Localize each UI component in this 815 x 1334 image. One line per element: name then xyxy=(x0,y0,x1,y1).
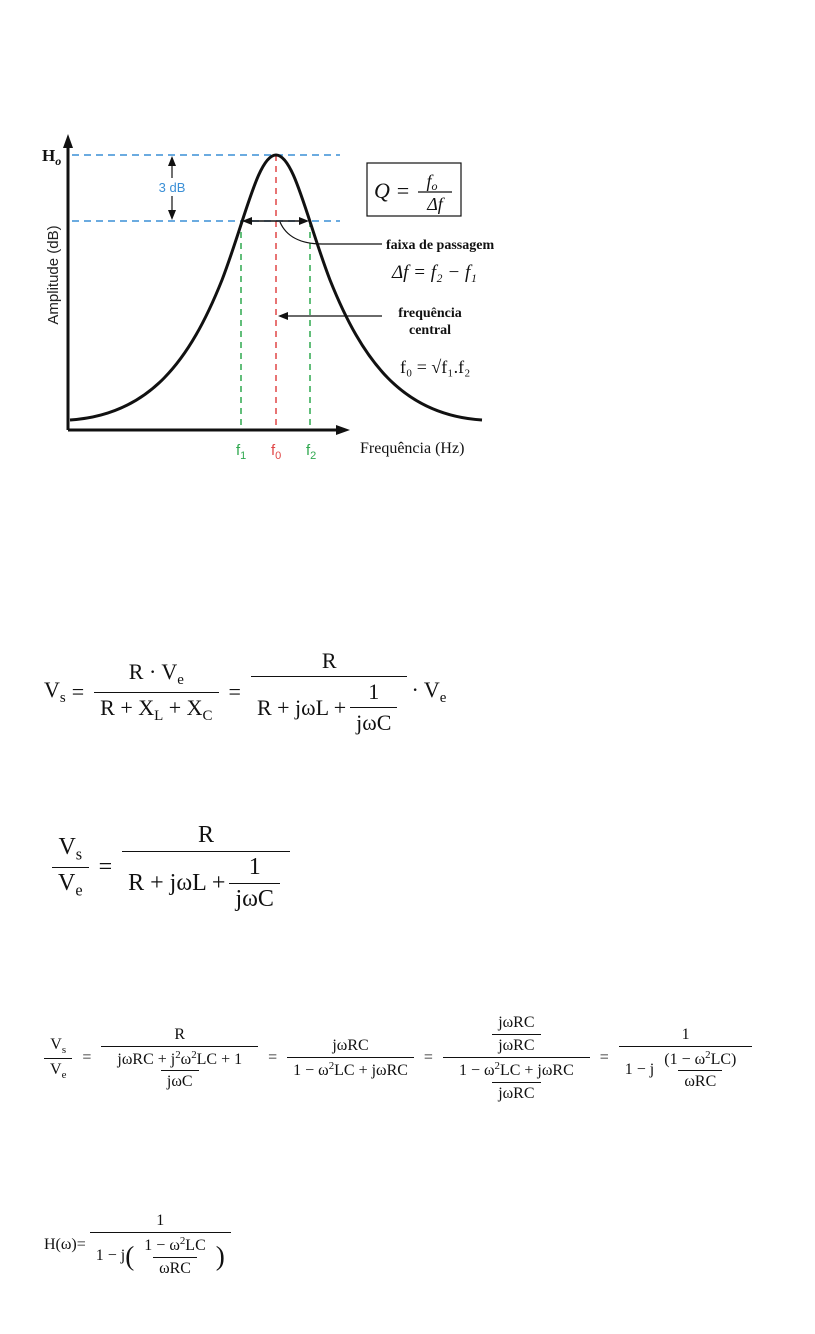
eq4-paren-left: ( xyxy=(125,1240,135,1271)
eq1-frac2-num: R xyxy=(321,648,337,673)
equation-2 xyxy=(48,822,294,913)
y-axis-arrow xyxy=(63,134,73,148)
eq1-frac1-num: $R \cdot V_e$ xyxy=(128,659,184,689)
db-drop-label: 3 dB xyxy=(158,180,186,195)
eq3-f4-den xyxy=(619,1046,753,1092)
eq3-equals-1: = xyxy=(82,1049,92,1067)
eq2-inner-num: 1 xyxy=(248,854,261,880)
eq1-lhs: $V_s$ xyxy=(44,676,66,707)
eq3-lhs xyxy=(44,1036,72,1081)
eq4-inner-num: $1 - \omega^2LC$ xyxy=(144,1235,206,1254)
x-axis-arrow xyxy=(336,425,350,435)
eq3-f4-den-left: 1 − j xyxy=(624,1060,655,1078)
tick-f2: $f_2$ xyxy=(306,442,317,462)
eq3-f4-inner-num: $(1 - \omega^2LC)$ xyxy=(664,1048,737,1068)
eq3-equals-4: = xyxy=(599,1049,609,1067)
db-arrow-down xyxy=(168,210,176,220)
db-arrow-up xyxy=(168,156,176,166)
eq4-lhs: H(ω)= xyxy=(44,1235,86,1253)
eq3-f3-den-frac xyxy=(453,1060,580,1103)
eq1-inner-fraction xyxy=(350,679,397,736)
q-num: fo xyxy=(426,171,438,193)
q-lhs: Q = xyxy=(374,178,411,203)
eq3-equals-2: = xyxy=(268,1049,278,1067)
equation-4 xyxy=(44,1212,235,1278)
eq3-fraction-1 xyxy=(101,1026,258,1092)
eq3-f1-inner-den: jωC xyxy=(161,1070,199,1091)
eq3-f3-den-den: jωRC xyxy=(492,1082,540,1103)
equation-3 xyxy=(40,1014,756,1103)
eq4-inner-den: ωRC xyxy=(153,1257,197,1278)
eq2-inner-den: jωC xyxy=(229,883,279,913)
eq3-f1-num: R xyxy=(174,1025,186,1043)
eq1-inner-num: 1 xyxy=(368,679,380,704)
eq3-f3-num-den: jωRC xyxy=(492,1034,540,1055)
center-label-line2: central xyxy=(409,323,451,338)
eq3-lhs-num: $V_s$ xyxy=(50,1036,67,1056)
eq3-f2-den: $1 - \omega^2LC + j\omega RC$ xyxy=(287,1057,414,1080)
eq3-f4-num: 1 xyxy=(681,1025,690,1043)
eq4-den-left: 1 − j xyxy=(95,1247,126,1265)
eq2-lhs-den: $V_e$ xyxy=(52,867,89,901)
band-label: faixa de passagem xyxy=(386,238,495,253)
eq2-rhs-den-left: R + jωL + xyxy=(128,870,226,896)
bandpass-diagram xyxy=(0,0,815,520)
eq3-fraction-3 xyxy=(443,1014,590,1103)
eq2-lhs-num: $V_s$ xyxy=(58,834,83,864)
eq3-f1-den xyxy=(101,1046,258,1092)
center-label-line1: frequência xyxy=(398,306,462,321)
equation-1 xyxy=(44,648,446,736)
eq2-rhs-den xyxy=(122,851,290,913)
eq3-f1-inner-num: $j\omega RC + j^2\omega^2LC + 1$ xyxy=(117,1048,243,1068)
eq3-fraction-2 xyxy=(287,1037,414,1080)
peak-label: $H_o$ xyxy=(42,146,62,168)
eq1-equals-2: = xyxy=(228,679,241,704)
eq2-rhs-fraction xyxy=(122,822,290,913)
eq1-frac1-den: $R + X_L + X_C$ xyxy=(94,692,218,725)
eq3-f3-den xyxy=(443,1057,590,1103)
tick-f1: $f_1$ xyxy=(236,442,247,462)
eq3-fraction-4 xyxy=(619,1026,753,1092)
y-axis-label: Amplitude (dB) xyxy=(45,225,62,325)
eq4-fraction xyxy=(90,1212,231,1278)
x-axis-label: Frequência (Hz) xyxy=(360,440,465,457)
eq1-frac2-den xyxy=(251,676,407,736)
eq4-paren-right: ) xyxy=(215,1240,225,1271)
eq4-inner xyxy=(138,1235,211,1278)
eq3-equals-3: = xyxy=(423,1049,433,1067)
eq2-lhs-fraction xyxy=(52,834,89,900)
eq1-fraction-1 xyxy=(94,659,218,724)
center-leader-arrow xyxy=(278,312,288,320)
band-formula: Δf = f₂ − f₁ xyxy=(392,262,477,283)
eq4-num: 1 xyxy=(156,1212,165,1229)
eq2-rhs-num: R xyxy=(198,822,215,848)
eq3-f3-num-num: jωRC xyxy=(498,1014,535,1031)
eq3-f1-inner xyxy=(111,1049,248,1092)
eq3-f2-num: jωRC xyxy=(332,1037,369,1054)
eq1-frac2-den-left: R + jωL + xyxy=(256,694,347,720)
eq4-den xyxy=(90,1232,231,1278)
eq1-fraction-2 xyxy=(251,648,407,736)
eq3-f3-num xyxy=(482,1014,550,1057)
eq3-f3-num-frac xyxy=(492,1014,540,1055)
eq1-inner-den: jωC xyxy=(350,707,397,736)
eq3-f4-inner xyxy=(658,1049,742,1092)
eq1-tail: · $V_e$ xyxy=(411,676,447,707)
q-den: Δf xyxy=(427,194,443,214)
eq2-inner-fraction xyxy=(229,854,279,913)
center-formula: f₀ = √f₁.f₂ xyxy=(400,357,471,377)
eq1-equals: = xyxy=(71,679,85,704)
eq2-equals: = xyxy=(98,854,113,880)
eq3-lhs-den: $V_e$ xyxy=(44,1058,72,1081)
tick-f0: $f_0$ xyxy=(271,442,282,462)
eq3-f4-inner-den: ωRC xyxy=(678,1070,722,1091)
eq3-f3-den-num: $1 - \omega^2LC + j\omega RC$ xyxy=(458,1060,574,1079)
resonance-figure xyxy=(0,0,815,520)
